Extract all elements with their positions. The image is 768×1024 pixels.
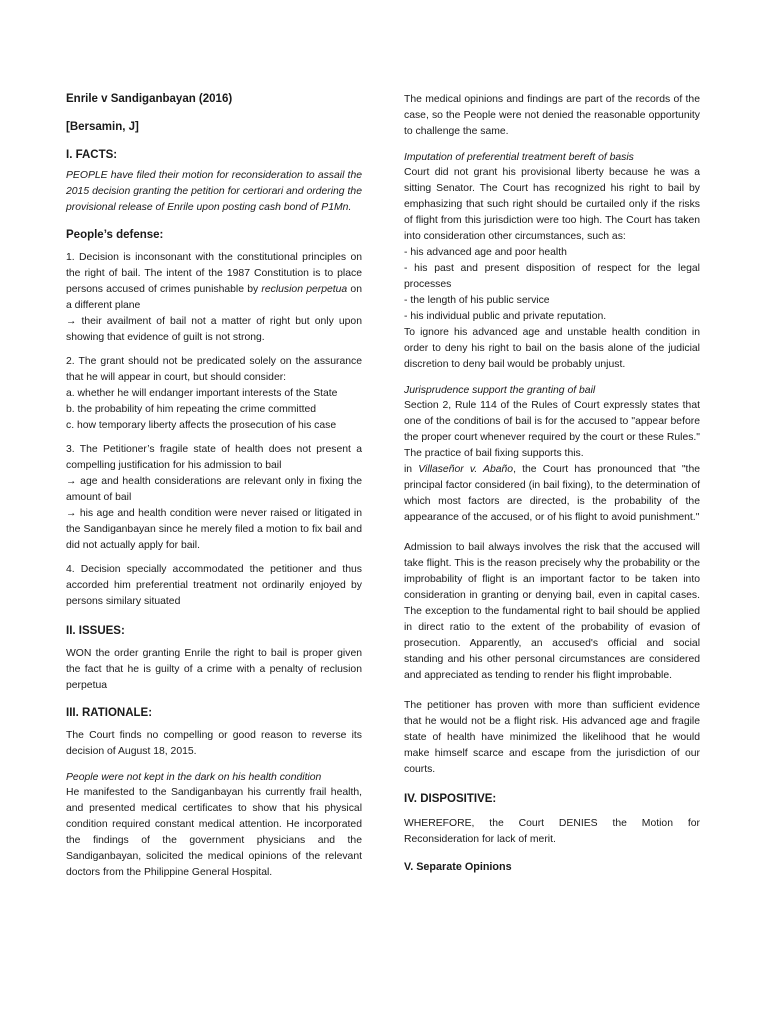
case-prefix: in [404,464,419,475]
defense-point-3: 3. The Petitioner’s fragile state of health does not present a compelling justification for his admission to bail [66,444,362,471]
issues-heading: II. ISSUES: [66,625,125,637]
defense-point-3-arrow-2: → his age and health condition were never raised or litigated in the Sandiganbayan since he merely filed a motion to fix bail and did not actually apply for bail. [66,508,362,551]
defense-point-2: 2. The grant should not be predicated solely on the assurance that he will appear in court, but should consider: [66,356,362,383]
defense-point-1-text-end: on a different plane [66,284,362,311]
dispositive-heading: IV. DISPOSITIVE: [404,793,497,805]
rationale-sub-1-continued: The medical opinions and findings are part of the records of the case, so the People were not denied the reasonable opportunity to challenge the same. [404,94,700,137]
rationale-proven-paragraph: The petitioner has proven with more than sufficient evidence that he would not be a flight risk. His advanced age and fragile state of health have minimized the likelihood that he would make himself scarce and escape from the jurisdiction of our courts. [404,700,700,775]
defense-point-1-text: 1. Decision is inconsonant with the constitutional principles on the right of bail. The intent of the 1987 Constitution is to place persons accused of crimes punishable by [66,252,362,295]
rationale-sub-2-text: Court did not grant his provisional liberty because he was a sitting Senator. The Court has recognized his right to bail by emphasizing that such right should be curtailed only if the risks of flight from this jurisdiction were too high. The Court has taken into consideration other circumstances, such as: [404,167,700,242]
rationale-sub-2-item-4: - his individual public and private reputation. [404,311,607,322]
rationale-heading: III. RATIONALE: [66,707,153,719]
right-column [404,92,700,874]
rationale-sub-2-item-1: - his advanced age and poor health [404,247,567,258]
rationale-sub-2-item-3: - the length of his public service [404,295,550,306]
defense-point-4: 4. Decision specially accommodated the petitioner and thus accorded him preferential treatment not ordinarily enjoyed by persons similary situated [66,564,362,607]
defense-point-1-arrow: → their availment of bail not a matter of right but only upon showing that evidence of guilt is not strong. [66,316,362,343]
separate-opinions-heading: V. Separate Opinions [404,861,512,873]
case-title: Enrile v Sandiganbayan (2016) [66,93,233,105]
rationale-sub-3-case [404,462,700,526]
rationale-sub-1: People were not kept in the dark on his health condition [66,772,322,783]
rationale-sub-2: Imputation of preferential treatment bereft of basis [404,152,634,163]
defense-point-3-arrow-1: → age and health considerations are relevant only in fixing the amount of bail [66,476,362,503]
rationale-sub-3-text: Section 2, Rule 114 of the Rules of Court expressly states that one of the conditions of bail is for the accused to "appear before the proper court whenever required by the court or these Rules." The practice of bail fixing supports this. [404,400,700,459]
case-name: Villaseñor v. Abaño [418,464,514,475]
issues-text: WON the order granting Enrile the right to bail is proper given the fact that he is guilty of a crime with a penalty of reclusion perpetua [66,648,362,691]
rationale-sub-3: Jurisprudence support the granting of bail [404,385,596,396]
left-column [66,92,362,881]
defense-point-2-b: b. the probability of him repeating the crime committed [66,404,317,415]
defense-point-1 [66,250,362,314]
ponente: [Bersamin, J] [66,121,139,133]
defense-point-1-emphasis: reclusion perpetua [261,284,348,295]
case-quote: , the Court has pronounced that "the principal factor considered (in bail fixing), to the determination of which most factors are directed, is the probability of the appearance of the accused, or of his flight to avoid punishment." [404,464,700,523]
rationale-sub-1-text: He manifested to the Sandiganbayan his currently frail health, and presented medical certificates to show that his physical condition required constant medical attention. He incorporated the findings of the government physicians and the Sandiganbayan, solicited the medical opinions of the relevant doctors from the Philippine General Hospital. [66,787,362,878]
rationale-intro: The Court finds no compelling or good reason to reverse its decision of August 18, 2015. [66,730,362,757]
rationale-flight-paragraph: Admission to bail always involves the risk that the accused will take flight. This is the reason precisely why the probability or the improbability of flight is an important factor to be taken into consideration in granting or denying bail, even in capital cases. The exception to the fundamental right to bail should be applied in direct ratio to the extent of the probability of evasion of prosecution. Apparently, an accused's official and social standing and his other personal circumstances are considered and appreciated as tending to render his flight improbable. [404,542,700,681]
facts-text: PEOPLE have filed their motion for reconsideration to assail the 2015 decision granting the petition for certiorari and ordering the provisional release of Enrile upon posting cash bond of P1Mn. [66,170,362,213]
facts-heading: I. FACTS: [66,149,118,161]
dispositive-text: WHEREFORE, the Court DENIES the Motion for Reconsideration for lack of merit. [404,818,700,845]
rationale-sub-2-item-2: - his past and present disposition of respect for the legal processes [404,263,700,290]
defense-heading: People’s defense: [66,229,164,241]
defense-point-2-a: a. whether he will endanger important interests of the State [66,388,338,399]
defense-point-2-c: c. how temporary liberty affects the prosecution of his case [66,420,337,431]
rationale-sub-2-end: To ignore his advanced age and unstable health condition in order to deny his right to bail on the basis alone of the judicial discretion to deny bail would be probably unjust. [404,327,700,370]
